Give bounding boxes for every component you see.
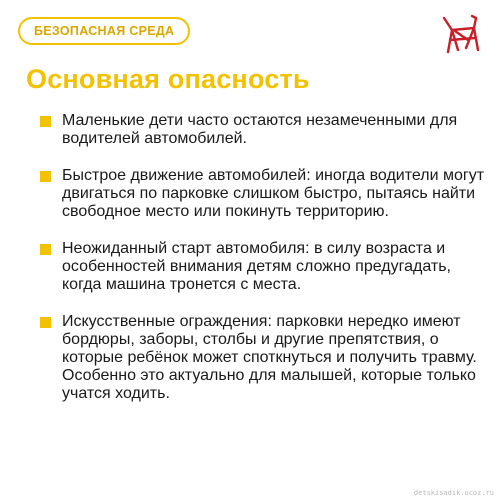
list-item-text: Искусственные ограждения: парковки нередко имеют бордюры, заборы, столбы и другие препятствия, о которые ребёнок может споткнуться и получить травму. Особенно это актуально для малышей, которые только учатся ходить. [62,313,477,402]
list-item [40,167,485,221]
section-badge-label: БЕЗОПАСНАЯ СРЕДА [34,24,175,38]
list-item [40,313,485,403]
chair-logo-icon [438,10,482,56]
list-item-text: Неожиданный старт автомобиля: в силу возраста и особенностей внимания детям сложно предугадать, когда машина тронется с места. [62,240,451,293]
list-item [40,112,485,148]
bullet-square-icon [40,317,51,328]
page-title: Основная опасность [26,64,310,94]
section-badge [18,17,190,45]
danger-list [40,112,485,403]
watermark: detskisadik.ucoz.ru [413,489,494,497]
bullet-square-icon [40,116,51,127]
list-item-text: Маленькие дети часто остаются незамеченными для водителей автомобилей. [62,112,458,147]
bullet-square-icon [40,171,51,182]
bullet-square-icon [40,244,51,255]
list-item-text: Быстрое движение автомобилей: иногда водители могут двигаться по парковке слишком быстро, пытаясь найти свободное место или покинуть территорию. [62,167,485,220]
list-item [40,240,485,294]
